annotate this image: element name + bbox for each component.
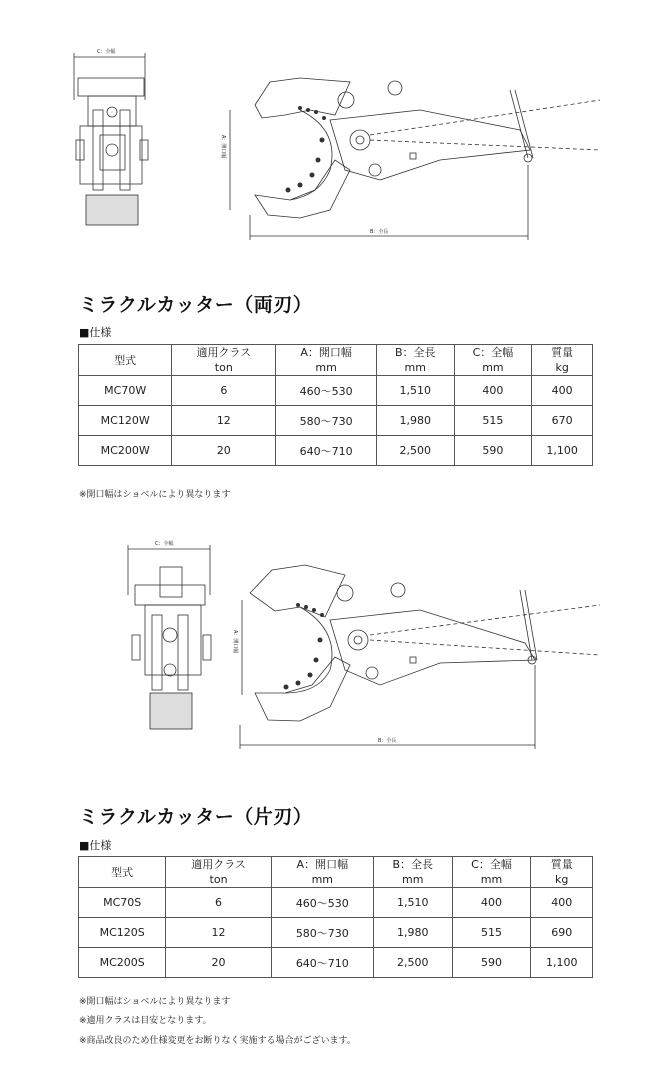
- header-class-unit: ton: [166, 872, 271, 888]
- table-row: [79, 948, 593, 978]
- cell-c: 400: [454, 376, 532, 406]
- cutter-drawing-svg: [0, 40, 668, 255]
- header-mass: 質量: [531, 857, 593, 873]
- header-b: B：全長: [377, 345, 455, 361]
- header-c-unit: mm: [452, 872, 531, 888]
- header-b-unit: mm: [373, 872, 452, 888]
- cell-mass: 690: [531, 918, 593, 948]
- header-a-unit: mm: [271, 872, 373, 888]
- cell-b: 2,500: [377, 436, 455, 466]
- table-row: [79, 376, 593, 406]
- cell-a: 640～710: [276, 436, 377, 466]
- cell-a: 460～530: [276, 376, 377, 406]
- cell-model: MC70S: [79, 888, 166, 918]
- header-model: 型式: [79, 857, 166, 888]
- header-c: C：全幅: [452, 857, 531, 873]
- cell-class: 12: [172, 406, 276, 436]
- cell-class: 12: [166, 918, 271, 948]
- cell-class: 20: [172, 436, 276, 466]
- table-row: [79, 436, 593, 466]
- cell-class: 20: [166, 948, 271, 978]
- cell-a: 580～730: [271, 918, 373, 948]
- spec-table-double-blade: [78, 344, 593, 466]
- dim-a-label: A：開口幅: [220, 135, 226, 159]
- header-mass-unit: kg: [532, 360, 593, 376]
- table-row: [79, 406, 593, 436]
- dim-b-label: B：全長: [378, 738, 397, 744]
- cell-class: 6: [166, 888, 271, 918]
- header-class: 適用クラス: [166, 857, 271, 873]
- dim-c-label: C：全幅: [97, 49, 116, 55]
- cell-b: 2,500: [373, 948, 452, 978]
- cell-b: 1,980: [373, 918, 452, 948]
- cell-mass: 400: [531, 888, 593, 918]
- section-title-double-blade: ミラクルカッター（両刃）: [79, 294, 313, 316]
- cell-a: 580～730: [276, 406, 377, 436]
- spec-label: ■仕様: [79, 326, 112, 339]
- cell-model: MC120W: [79, 406, 172, 436]
- header-class: 適用クラス: [172, 345, 276, 361]
- note: ※適用クラスは目安となります。: [79, 1016, 212, 1026]
- spec-table-single-blade: [78, 856, 593, 978]
- cell-mass: 400: [532, 376, 593, 406]
- cell-c: 590: [454, 436, 532, 466]
- technical-drawing-single-blade: [0, 535, 668, 765]
- cell-mass: 1,100: [532, 436, 593, 466]
- cell-c: 515: [454, 406, 532, 436]
- header-mass-unit: kg: [531, 872, 593, 888]
- cell-a: 640～710: [271, 948, 373, 978]
- dim-c-label: C：全幅: [155, 541, 174, 547]
- header-a-unit: mm: [276, 360, 377, 376]
- cell-c: 590: [452, 948, 531, 978]
- cell-model: MC200S: [79, 948, 166, 978]
- note: ※開口幅はショベルにより異なります: [79, 490, 231, 500]
- cell-mass: 670: [532, 406, 593, 436]
- note: ※開口幅はショベルにより異なります: [79, 997, 231, 1007]
- cell-b: 1,980: [377, 406, 455, 436]
- note: ※商品改良のため仕様変更をお断りなく実施する場合がございます。: [79, 1036, 356, 1046]
- header-model: 型式: [79, 345, 172, 376]
- dim-a-label: A：開口幅: [232, 630, 238, 654]
- header-mass: 質量: [532, 345, 593, 361]
- technical-drawing-double-blade: [0, 40, 668, 255]
- header-c-unit: mm: [454, 360, 532, 376]
- table-row: [79, 888, 593, 918]
- cell-c: 400: [452, 888, 531, 918]
- header-b-unit: mm: [377, 360, 455, 376]
- cell-class: 6: [172, 376, 276, 406]
- spec-label: ■仕様: [79, 839, 112, 852]
- header-c: C：全幅: [454, 345, 532, 361]
- cell-mass: 1,100: [531, 948, 593, 978]
- cell-a: 460～530: [271, 888, 373, 918]
- dim-b-label: B：全長: [370, 229, 389, 235]
- cell-b: 1,510: [377, 376, 455, 406]
- table-row: [79, 918, 593, 948]
- header-a: A：開口幅: [276, 345, 377, 361]
- cell-model: MC70W: [79, 376, 172, 406]
- header-b: B：全長: [373, 857, 452, 873]
- cell-c: 515: [452, 918, 531, 948]
- cell-b: 1,510: [373, 888, 452, 918]
- cutter-drawing-svg: [0, 535, 668, 765]
- header-class-unit: ton: [172, 360, 276, 376]
- cell-model: MC120S: [79, 918, 166, 948]
- section-title-single-blade: ミラクルカッター（片刃）: [79, 806, 313, 828]
- header-a: A：開口幅: [271, 857, 373, 873]
- cell-model: MC200W: [79, 436, 172, 466]
